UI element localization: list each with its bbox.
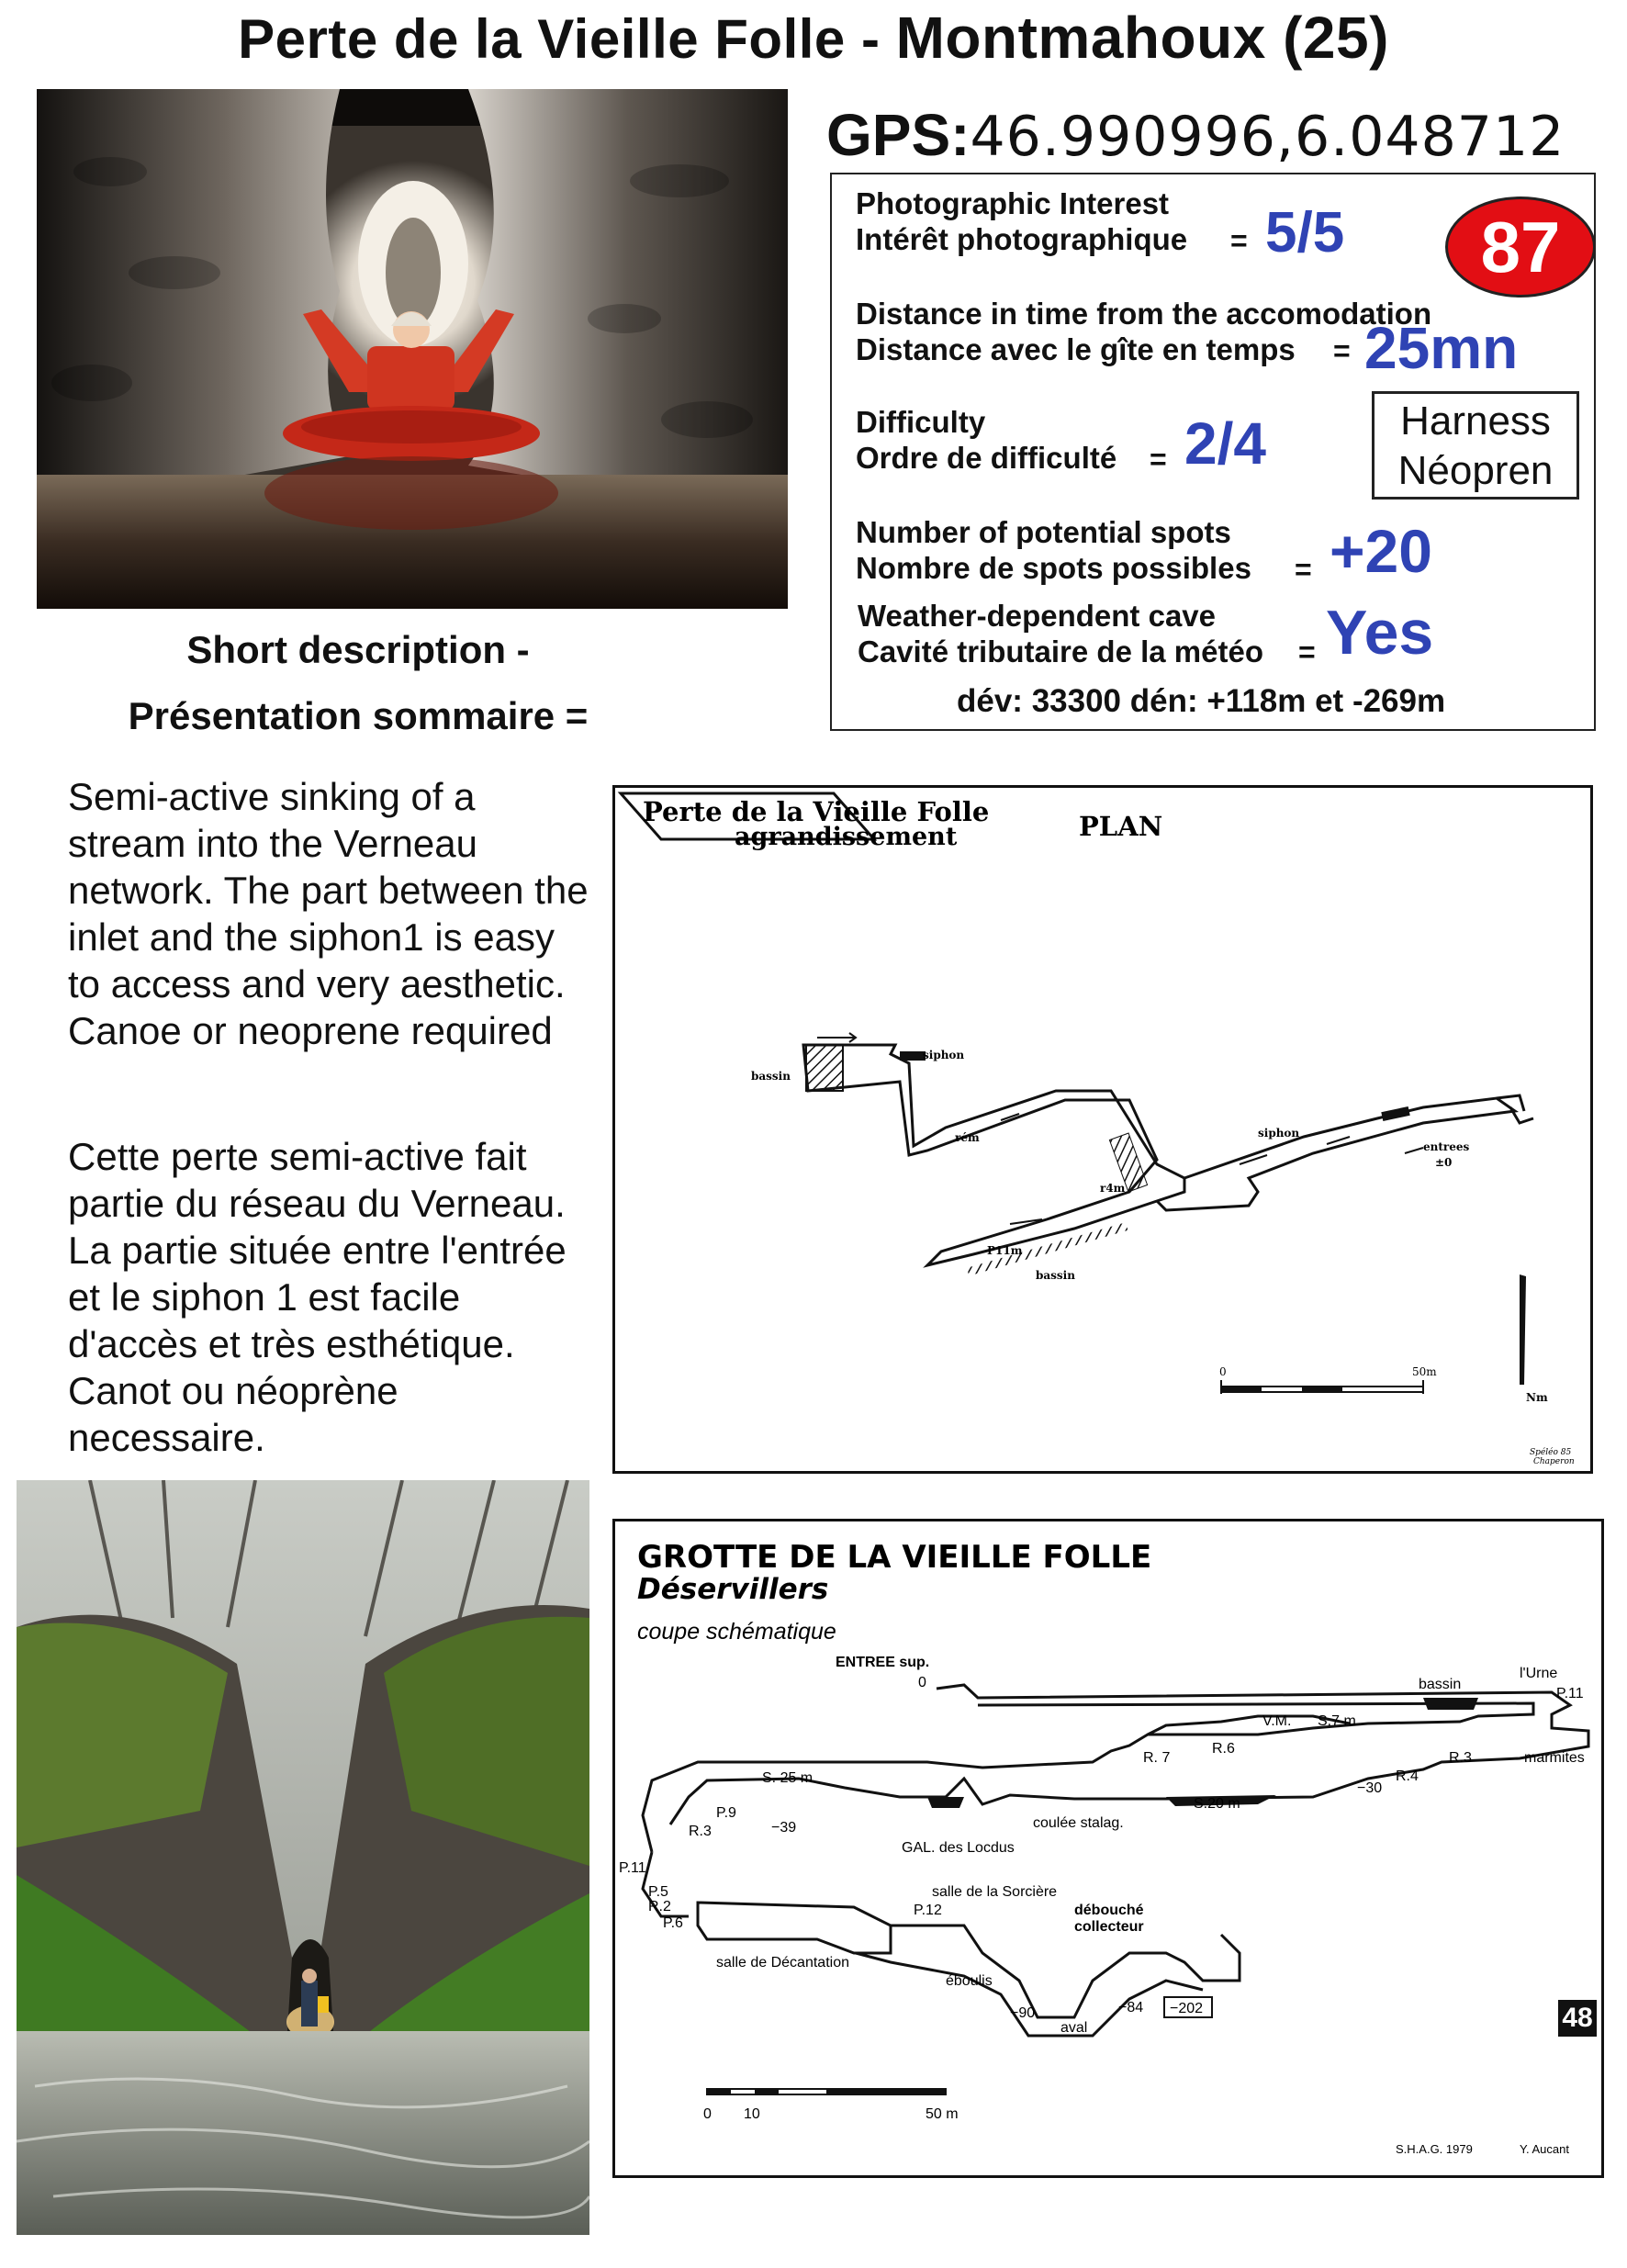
plan-north-label: Nm	[1526, 1391, 1548, 1404]
gps-label: GPS	[826, 102, 951, 168]
section-label-s20: S.20 m	[1194, 1796, 1240, 1812]
section-label-marmites: marmites	[1524, 1750, 1585, 1766]
cave-photo-top	[37, 89, 788, 609]
equipment-harness: Harness	[1400, 399, 1551, 443]
plan-north-arrow	[1520, 1274, 1526, 1385]
difficulty-label	[856, 404, 1116, 476]
description-text-fr: Cette perte semi-active fait partie du réseau du Verneau. La partie située entre l'entrée et le siphon 1 est facile d'accès et très esthétique. Canot ou néoprène necessaire.	[68, 1135, 567, 1459]
section-label-m84: −84	[1118, 2000, 1144, 2015]
difficulty-equals: =	[1150, 443, 1167, 476]
section-label-p12: P.12	[914, 1903, 942, 1918]
section-label-r6: R.6	[1212, 1741, 1235, 1757]
gps-coordinates	[826, 101, 1565, 169]
section-label-zero: 0	[918, 1675, 926, 1690]
photo-interest-equals: =	[1230, 224, 1248, 257]
plan-credit-1: Spéléo 85	[1530, 1448, 1572, 1457]
section-label-r3-left: R.3	[689, 1824, 712, 1839]
section-scale-ten: 10	[744, 2106, 760, 2122]
section-caption: coupe schématique	[637, 1619, 836, 1645]
short-description-heading-fr: Présentation sommaire =	[128, 694, 589, 737]
photo-interest-value: 5/5	[1265, 201, 1345, 264]
plan-label-p11m: P11m	[987, 1244, 1023, 1257]
section-label-sorciere: salle de la Sorcière	[932, 1884, 1058, 1900]
difficulty-value: 2/4	[1184, 410, 1266, 477]
section-label-m39: −39	[771, 1820, 797, 1836]
section-map	[612, 1519, 1604, 2178]
section-label-s25: S. 25 m	[762, 1770, 814, 1786]
gps-value: 46.990996,6.048712	[970, 105, 1565, 169]
section-label-vm: V.M.	[1262, 1713, 1292, 1729]
short-description-heading-en: Short description -	[186, 628, 530, 671]
description-text-en: Semi-active sinking of a stream into the Verneau network. The part between the inlet and the siphon1 is easy to access and very aesthetic. Canoe or neoprene required	[68, 775, 589, 1052]
section-scale-bar	[703, 2089, 959, 2122]
distance-value: 25mn	[1364, 315, 1519, 381]
photo-interest-label	[856, 185, 1187, 257]
difficulty-label-en: Difficulty	[856, 405, 986, 439]
section-label-p5: P.5	[648, 1884, 668, 1900]
plan-scale-fifty: 50m	[1412, 1365, 1437, 1378]
page-title	[0, 4, 1627, 72]
plan-title-line2: agrandissement	[735, 823, 958, 851]
plan-title-line1: Perte de la Vieille Folle	[643, 796, 990, 827]
plan-label-siphon-2: siphon	[1258, 1127, 1300, 1140]
plan-label-bassin-2: bassin	[1036, 1269, 1075, 1282]
section-cave-outline	[643, 1685, 1588, 2036]
section-subtitle: Déservillers	[637, 1573, 829, 1606]
section-label-urne: l'Urne	[1520, 1666, 1558, 1681]
section-label-decantation: salle de Décantation	[716, 1955, 849, 1970]
section-label-debouche: débouché	[1074, 1903, 1144, 1918]
weather-label-en: Weather-dependent cave	[858, 599, 1217, 633]
gps-separator: :	[950, 102, 971, 168]
section-label-eboulis: éboulis	[946, 1973, 993, 1989]
section-scale-zero: 0	[703, 2106, 712, 2122]
section-title: GROTTE DE LA VIEILLE FOLLE	[637, 1539, 1152, 1576]
plan-label-bassin: bassin	[751, 1070, 791, 1083]
page-number-badge: 48	[1558, 2000, 1597, 2037]
spots-label-en: Number of potential spots	[856, 515, 1231, 549]
plan-map-drawing	[615, 788, 1590, 1471]
section-label-p11-left: P.11	[619, 1860, 646, 1876]
section-label-r2: R.2	[648, 1899, 671, 1914]
plan-labels	[751, 1049, 1469, 1282]
section-map-drawing	[615, 1521, 1601, 2175]
section-label-r4: R.4	[1396, 1768, 1419, 1784]
section-labels	[619, 1655, 1585, 2036]
section-water-pools	[927, 1698, 1478, 1808]
development-depth-line: dév: 33300 dén: +118m et -269m	[957, 683, 1446, 719]
plan-credit-2: Chaperon	[1533, 1457, 1575, 1466]
spots-label	[856, 514, 1251, 586]
difficulty-label-fr: Ordre de difficulté	[856, 441, 1117, 475]
section-label-m90: −90	[1010, 2005, 1036, 2021]
gorge-photo-bottom	[17, 1480, 589, 2235]
photo-interest-label-en: Photographic Interest	[856, 186, 1170, 220]
section-label-gal: GAL. des Locdus	[902, 1840, 1015, 1856]
plan-label-rem: rém	[955, 1131, 980, 1144]
plan-siphon1-mark	[900, 1051, 926, 1061]
distance-equals: =	[1333, 334, 1351, 367]
short-description-heading	[37, 617, 679, 749]
title-part-1: Perte de la Vieille Folle -	[238, 8, 881, 70]
section-label-bassin: bassin	[1419, 1677, 1462, 1692]
plan-label-zero: ±0	[1435, 1156, 1453, 1169]
spots-value: +20	[1330, 517, 1432, 585]
distance-label-fr: Distance avec le gîte en temps	[856, 332, 1296, 366]
weather-value: Yes	[1326, 598, 1434, 668]
plan-passage-outline	[803, 1045, 1533, 1265]
section-label-m202: −202	[1170, 2001, 1204, 2016]
plan-scale-zero: 0	[1219, 1365, 1227, 1378]
section-label-p9: P.9	[716, 1805, 736, 1821]
distance-label-en: Distance in time from the accomodation	[856, 297, 1432, 331]
weather-label-fr: Cavité tributaire de la météo	[858, 634, 1263, 668]
section-label-s7: S.7 m	[1318, 1713, 1356, 1729]
plan-siphon2-mark	[1381, 1106, 1409, 1121]
plan-label-entrees: entrees	[1423, 1140, 1470, 1153]
spots-label-fr: Nombre de spots possibles	[856, 551, 1251, 585]
section-label-collecteur: collecteur	[1074, 1919, 1144, 1935]
weather-label	[858, 598, 1263, 669]
section-label-p6: P.6	[663, 1915, 683, 1931]
site-number-badge: 87	[1445, 196, 1596, 298]
section-label-entree: ENTREE sup.	[836, 1655, 930, 1670]
section-scale-fifty: 50 m	[926, 2106, 959, 2122]
section-label-r7: R. 7	[1143, 1750, 1171, 1766]
section-credit-shag: S.H.A.G. 1979	[1396, 2142, 1473, 2156]
plan-label-siphon: siphon	[923, 1049, 965, 1061]
plan-scale-bar	[1219, 1365, 1437, 1394]
equipment-neoprene: Néopren	[1397, 448, 1554, 493]
section-credit-author: Y. Aucant	[1520, 2142, 1569, 2156]
section-label-aval: aval	[1060, 2020, 1088, 2036]
plan-subtitle: PLAN	[1079, 811, 1163, 842]
plan-label-r4m: r4m	[1100, 1182, 1126, 1195]
spots-equals: =	[1295, 553, 1312, 586]
plan-bassin-hatch	[806, 1045, 843, 1091]
equipment-box	[1372, 391, 1579, 500]
section-label-p11-right: P.11	[1556, 1686, 1584, 1701]
plan-map	[612, 785, 1593, 1474]
weather-equals: =	[1298, 635, 1316, 668]
section-label-m30: −30	[1357, 1780, 1383, 1796]
photo-interest-label-fr: Intérêt photographique	[856, 222, 1188, 256]
section-label-r3-right: R.3	[1449, 1750, 1472, 1766]
title-part-2: Montmahoux (25)	[895, 5, 1389, 71]
section-label-coulee: coulée stalag.	[1033, 1815, 1124, 1831]
